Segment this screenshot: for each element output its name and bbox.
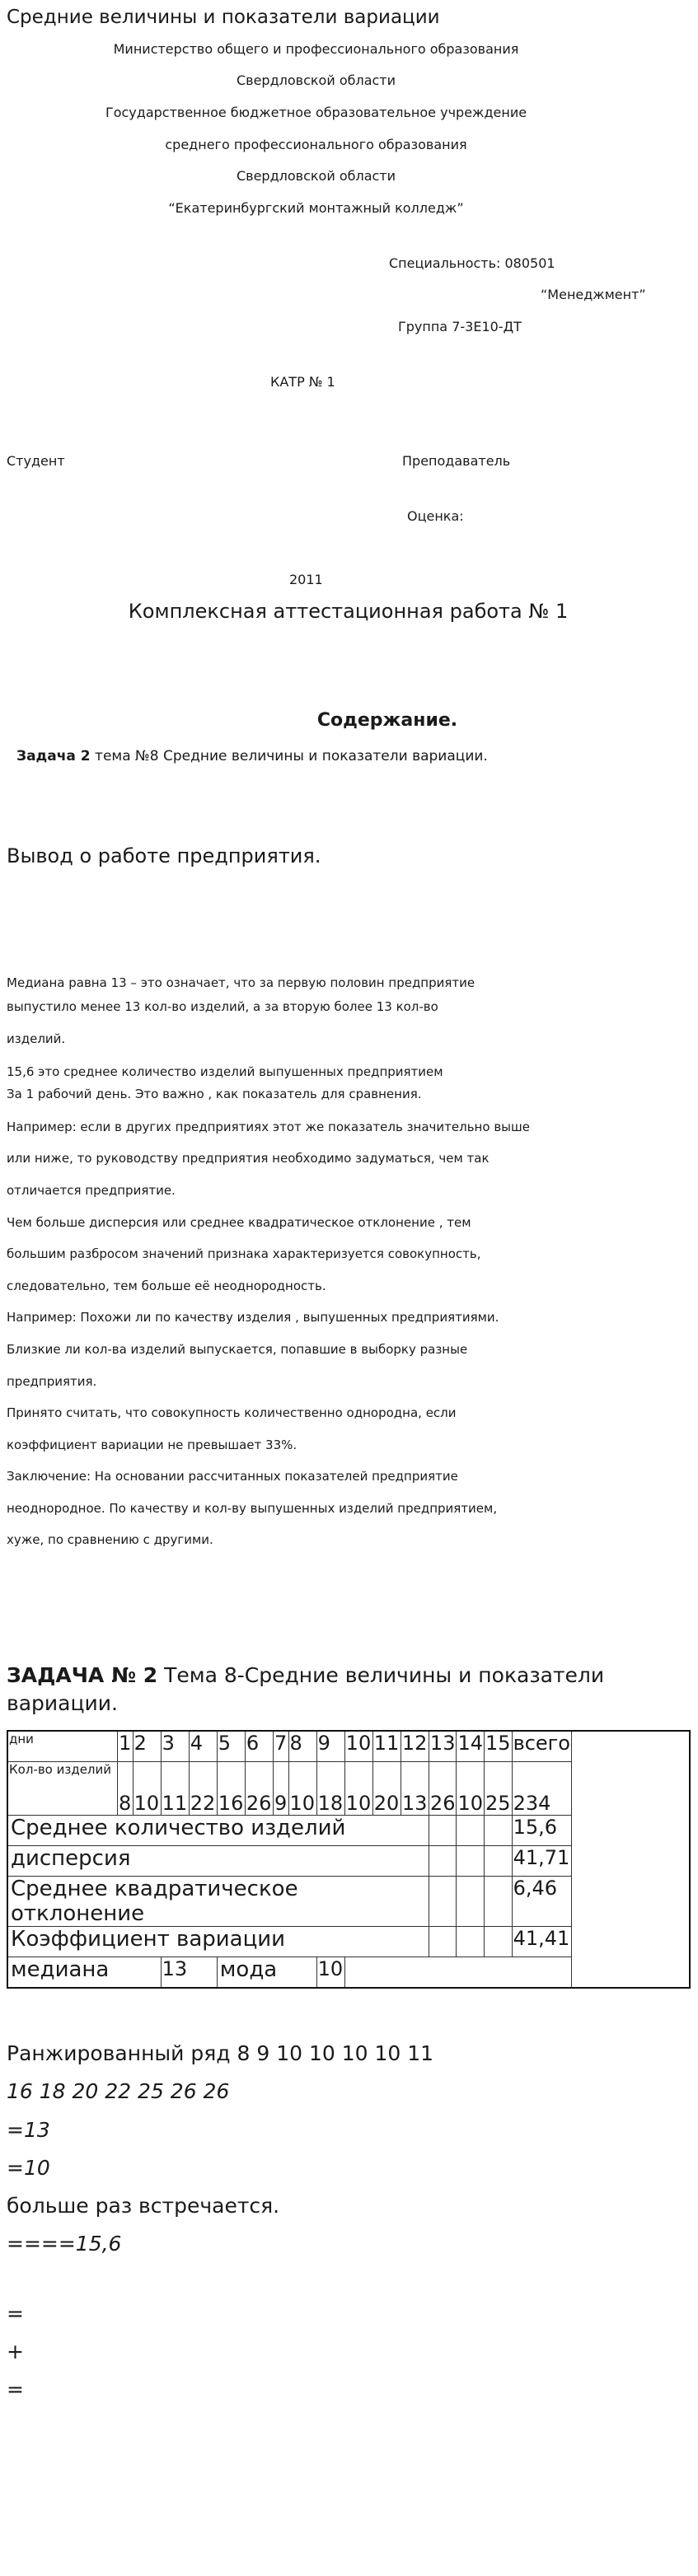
empty-cell <box>457 1877 485 1927</box>
group-label: Группа 7-3Е10-ДТ <box>398 319 522 334</box>
cv-label: Коэффициент вариации <box>7 1927 429 1957</box>
empty-cell <box>457 1816 485 1846</box>
empty-cell <box>429 1846 457 1877</box>
paragraph-line: коэффициент вариации не превышает 33%. <box>7 1438 297 1452</box>
empty-cell <box>485 1816 513 1846</box>
header-line-ministry: Министерство общего и профессионального образования <box>113 41 519 57</box>
day-cell: 3 <box>161 1731 189 1762</box>
teacher-label: Преподаватель <box>402 453 511 469</box>
quantity-cell: 10 <box>457 1762 485 1816</box>
day-cell: 8 <box>288 1731 316 1762</box>
mean-value: 15,6 <box>512 1816 571 1846</box>
formula-fragment: = <box>7 2377 24 2401</box>
header-line-college: “Екатеринбургский монтажный колледж” <box>168 200 464 216</box>
day-cell: 7 <box>273 1731 288 1762</box>
formula-fragment: + <box>7 2340 24 2363</box>
day-cell: 13 <box>429 1731 457 1762</box>
quantity-cell: 20 <box>372 1762 401 1816</box>
quantity-cell: 10 <box>133 1762 161 1816</box>
quantity-cell: 10 <box>288 1762 316 1816</box>
day-cell: 9 <box>316 1731 344 1762</box>
paragraph-line: изделий. <box>7 1031 66 1046</box>
quantity-cell: 9 <box>273 1762 288 1816</box>
task-number: Задача 2 <box>16 748 91 764</box>
task-topic: тема №8 Средние величины и показатели вариации. <box>90 748 488 764</box>
quantity-cell: 25 <box>485 1762 513 1816</box>
conclusion-heading: Вывод о работе предприятия. <box>7 844 321 867</box>
main-title: Комплексная аттестационная работа № 1 <box>128 600 569 623</box>
day-cell: 2 <box>133 1731 161 1762</box>
variance-label: дисперсия <box>7 1846 429 1877</box>
day-cell: 10 <box>344 1731 372 1762</box>
day-cell: 4 <box>189 1731 217 1762</box>
ranked-series-line: Ранжированный ряд 8 9 10 10 10 10 11 <box>7 2041 434 2065</box>
empty-cell <box>429 1816 457 1846</box>
day-cell: 1 <box>118 1731 134 1762</box>
mode-value: 10 <box>316 1957 344 1989</box>
paragraph-line: Чем больше дисперсия или среднее квадратическое отклонение , тем <box>7 1215 471 1230</box>
header-line-region: Свердловской области <box>236 72 396 88</box>
formula-fragment: = <box>7 2302 24 2326</box>
quantity-cell: 11 <box>161 1762 189 1816</box>
empty-cell <box>457 1927 485 1957</box>
days-label: дни <box>7 1731 118 1762</box>
paragraph-line: отличается предприятие. <box>7 1183 176 1198</box>
median-formula-result: =13 <box>7 2118 50 2142</box>
empty-cell <box>429 1927 457 1957</box>
quantity-cell: 22 <box>189 1762 217 1816</box>
day-cell: 11 <box>372 1731 401 1762</box>
total-label: всего <box>512 1731 571 1762</box>
task2-topic: Тема 8-Средние величины и показатели вариации. <box>7 1663 605 1715</box>
paragraph-line: Близкие ли кол-ва изделий выпускается, попавшие в выборку разные <box>7 1342 468 1357</box>
contents-title: Содержание. <box>316 710 458 731</box>
header-line-education: среднего профессионального образования <box>165 137 467 152</box>
mode-explanation: больше раз встречается. <box>7 2194 280 2218</box>
paragraph-line: Например: если в других предприятиях этот же показатель значительно выше <box>7 1120 530 1134</box>
task2-heading <box>7 1662 691 1718</box>
document-title: Средние величины и показатели вариации <box>7 7 440 28</box>
day-cell: 6 <box>245 1731 273 1762</box>
paragraph-line: Принято считать, что совокупность количественно однородна, если <box>7 1405 457 1420</box>
variance-value: 41,71 <box>512 1846 571 1877</box>
header-line-institution: Государственное бюджетное образовательное учреждение <box>105 105 527 120</box>
mode-label: мода <box>217 1957 316 1989</box>
quantity-cell: 8 <box>118 1762 134 1816</box>
katr-label: КАТР № 1 <box>270 374 335 390</box>
contents-task-line <box>16 748 488 764</box>
day-cell: 14 <box>457 1731 485 1762</box>
std-value: 6,46 <box>512 1877 571 1927</box>
paragraph-line: следовательно, тем больше её неоднородность. <box>7 1279 326 1293</box>
paragraph-line: или ниже, то руководству предприятия необходимо задуматься, чем так <box>7 1151 490 1166</box>
paragraph-line: За 1 рабочий день. Это важно , как показатель для сравнения. <box>7 1087 422 1101</box>
mean-label: Среднее количество изделий <box>7 1816 429 1846</box>
header-line-region-2: Свердловской области <box>236 168 396 184</box>
paragraph-line: 15,6 это среднее количество изделий выпушенных предприятием <box>7 1064 443 1079</box>
quantity-cell: 26 <box>245 1762 273 1816</box>
empty-cell <box>457 1846 485 1877</box>
quantity-cell: 16 <box>217 1762 245 1816</box>
empty-cell <box>485 1927 513 1957</box>
empty-cell <box>429 1877 457 1927</box>
quantity-cell: 10 <box>344 1762 372 1816</box>
empty-cell <box>485 1877 513 1927</box>
mode-formula-result: =10 <box>7 2156 50 2180</box>
paragraph-line: Медиана равна 13 – это означает, что за первую половин предприятие <box>7 975 475 990</box>
mean-formula-result: ====15,6 <box>7 2232 122 2256</box>
table-row-days <box>7 1731 690 1762</box>
ranked-series-continuation: 16 18 20 22 25 26 26 <box>7 2079 230 2103</box>
median-label: медиана <box>7 1957 161 1989</box>
paragraph-line: Заключение: На основании рассчитанных показателей предприятие <box>7 1469 458 1484</box>
quantity-cell: 18 <box>316 1762 344 1816</box>
empty-cell <box>485 1846 513 1877</box>
paragraph-line: большим разбросом значений признака характеризуется совокупность, <box>7 1246 481 1261</box>
statistics-table <box>7 1730 691 1989</box>
quantity-label: Кол-во изделий <box>7 1762 118 1816</box>
cv-value: 41,41 <box>512 1927 571 1957</box>
specialty-name: “Менеджмент” <box>541 287 646 302</box>
paragraph-line: Например: Похожи ли по качеству изделия , выпушенных предприятиями. <box>7 1310 499 1325</box>
grade-label: Оценка: <box>407 508 464 524</box>
table-empty-margin <box>572 1731 691 1988</box>
empty-cell <box>344 1957 571 1989</box>
quantity-cell: 13 <box>401 1762 429 1816</box>
paragraph-line: выпустило менее 13 кол-во изделий, а за вторую более 13 кол-во <box>7 999 438 1014</box>
paragraph-line: хуже, по сравнению с другими. <box>7 1532 213 1547</box>
paragraph-line: неоднородное. По качеству и кол-ву выпушенных изделий предприятием, <box>7 1501 498 1516</box>
quantity-total: 234 <box>512 1762 571 1816</box>
task2-number: ЗАДАЧА № 2 <box>7 1663 158 1687</box>
specialty-code: Специальность: 080501 <box>389 255 555 271</box>
year-label: 2011 <box>289 572 323 587</box>
std-label: Среднее квадратическое отклонение <box>7 1877 429 1927</box>
day-cell: 12 <box>401 1731 429 1762</box>
quantity-cell: 26 <box>429 1762 457 1816</box>
median-value: 13 <box>161 1957 217 1989</box>
day-cell: 5 <box>217 1731 245 1762</box>
day-cell: 15 <box>485 1731 513 1762</box>
student-label: Студент <box>7 453 65 469</box>
paragraph-line: предприятия. <box>7 1374 97 1389</box>
